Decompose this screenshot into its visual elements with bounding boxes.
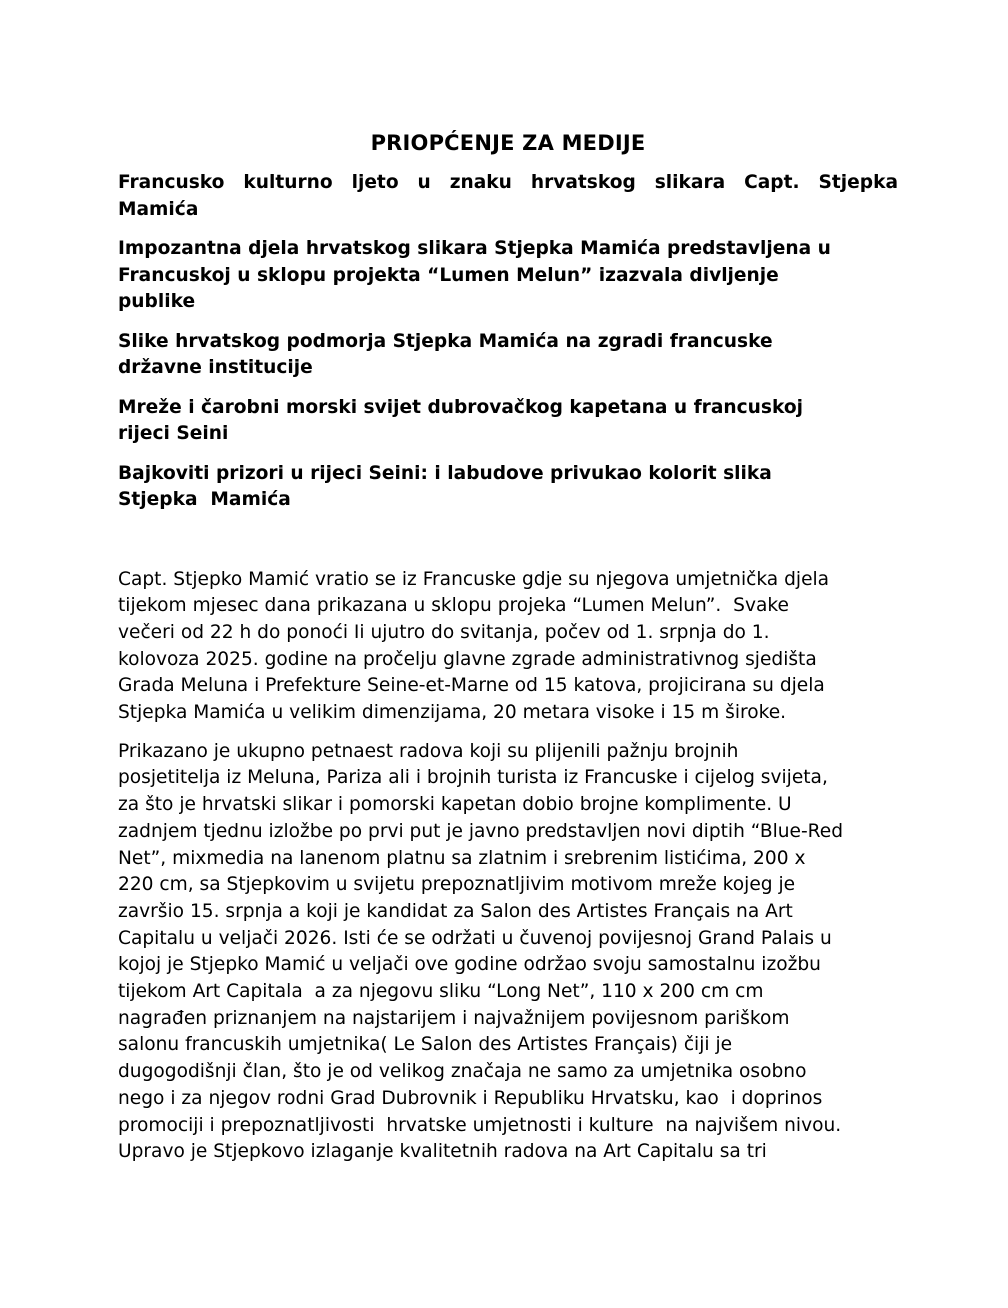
paragraph-line: posjetitelja iz Meluna, Pariza ali i brojnih turista iz Francuske i cijelog svijeta, xyxy=(118,767,828,789)
subheading-line: Francuskoj u sklopu projekta “Lumen Melun” izazvala divljenje xyxy=(118,264,779,286)
body-paragraph-1 xyxy=(118,567,898,727)
paragraph-line: tijekom mjesec dana prikazana u sklopu projeka “Lumen Melun”. Svake xyxy=(118,595,789,617)
paragraph-line: Prikazano je ukupno petnaest radova koji su plijenili pažnju brojnih xyxy=(118,740,739,762)
subheading-line: državne institucije xyxy=(118,357,313,378)
paragraph-line: dugogodišnji član, što je od velikog značaja ne samo za umjetnika osobno xyxy=(118,1061,807,1083)
paragraph-line: Capt. Stjepko Mamić vratio se iz Francuske gdje su njegova umjetnička djela xyxy=(118,568,830,590)
subheading-line: Francusko kulturno ljeto u znaku hrvatskog slikara Capt. Stjepka xyxy=(118,172,898,193)
paragraph-line: Capitalu u veljači 2026. Isti će se održati u čuvenoj povijesnoj Grand Palais u xyxy=(118,927,832,949)
document-page xyxy=(118,128,898,1178)
paragraph-line: salonu francuskih umjetnika( Le Salon des Artistes Français) čiji je xyxy=(118,1034,733,1056)
subheading-line: Bajkoviti prizori u rijeci Seini: i labudove privukao kolorit slika xyxy=(118,462,772,484)
paragraph-line: Grada Meluna i Prefekture Seine-et-Marne od 15 katova, projicirana su djela xyxy=(118,675,825,697)
paragraph-line: Stjepka Mamića u velikim dimenzijama, 20 metara visoke i 15 m široke. xyxy=(118,702,787,724)
paragraph-line: 220 cm, sa Stjepkovim u svijetu prepoznatljivim motivom mreže kojeg je xyxy=(118,874,796,896)
subheading-1 xyxy=(118,170,898,223)
page-title: PRIOPĆENJE ZA MEDIJE xyxy=(370,131,646,155)
subheading-line: Mamića xyxy=(118,198,199,220)
paragraph-line: promociji i prepoznatljivosti hrvatske umjetnosti i kulture na najvišem nivou. xyxy=(118,1114,842,1136)
subheading-line: Stjepka Mamića xyxy=(118,489,291,510)
paragraph-line: zadnjem tjednu izložbe po prvi put je javno predstavljen novi diptih “Blue-Red xyxy=(118,820,844,842)
paragraph-line: večeri od 22 h do ponoći Ii ujutro do svitanja, počev od 1. srpnja do 1. xyxy=(118,621,770,643)
paragraph-line: završio 15. srpnja a koji je kandidat za Salon des Artistes Français na Art xyxy=(118,900,793,922)
subheading-5 xyxy=(118,461,898,514)
subheading-line: Slike hrvatskog podmorja Stjepka Mamića na zgradi francuske xyxy=(118,330,773,352)
subheading-line: publike xyxy=(118,291,196,312)
subheading-3 xyxy=(118,329,898,382)
paragraph-line: kojoj je Stjepko Mamić u veljači ove godine održao svoju samostalnu izožbu xyxy=(118,954,821,976)
spacer xyxy=(118,527,898,567)
paragraph-line: za što je hrvatski slikar i pomorski kapetan dobio brojne komplimente. U xyxy=(118,794,792,816)
paragraph-line: Upravo je Stjepkovo izlaganje kvalitetnih radova na Art Capitalu sa tri xyxy=(118,1141,767,1163)
paragraph-line: nagrađen priznanjem na najstarijem i najvažnijem povijesnom pariškom xyxy=(118,1007,790,1029)
subheading-4 xyxy=(118,395,898,448)
subheading-2 xyxy=(118,236,898,316)
subheading-line: Mreže i čarobni morski svijet dubrovačkog kapetana u francuskoj xyxy=(118,396,803,418)
subheading-line: rijeci Seini xyxy=(118,423,229,444)
body-paragraph-2 xyxy=(118,739,898,1166)
paragraph-line: kolovoza 2025. godine na pročelju glavne zgrade administrativnog sjedišta xyxy=(118,648,817,670)
paragraph-line: nego i za njegov rodni Grad Dubrovnik i Republiku Hrvatsku, kao i doprinos xyxy=(118,1087,823,1109)
subheading-line: Impozantna djela hrvatskog slikara Stjepka Mamića predstavljena u xyxy=(118,238,831,259)
paragraph-line: tijekom Art Capitala a za njegovu sliku “Long Net”, 110 x 200 cm cm xyxy=(118,981,764,1003)
paragraph-line: Net”, mixmedia na lanenom platnu sa zlatnim i srebrenim listićima, 200 x xyxy=(118,847,806,869)
